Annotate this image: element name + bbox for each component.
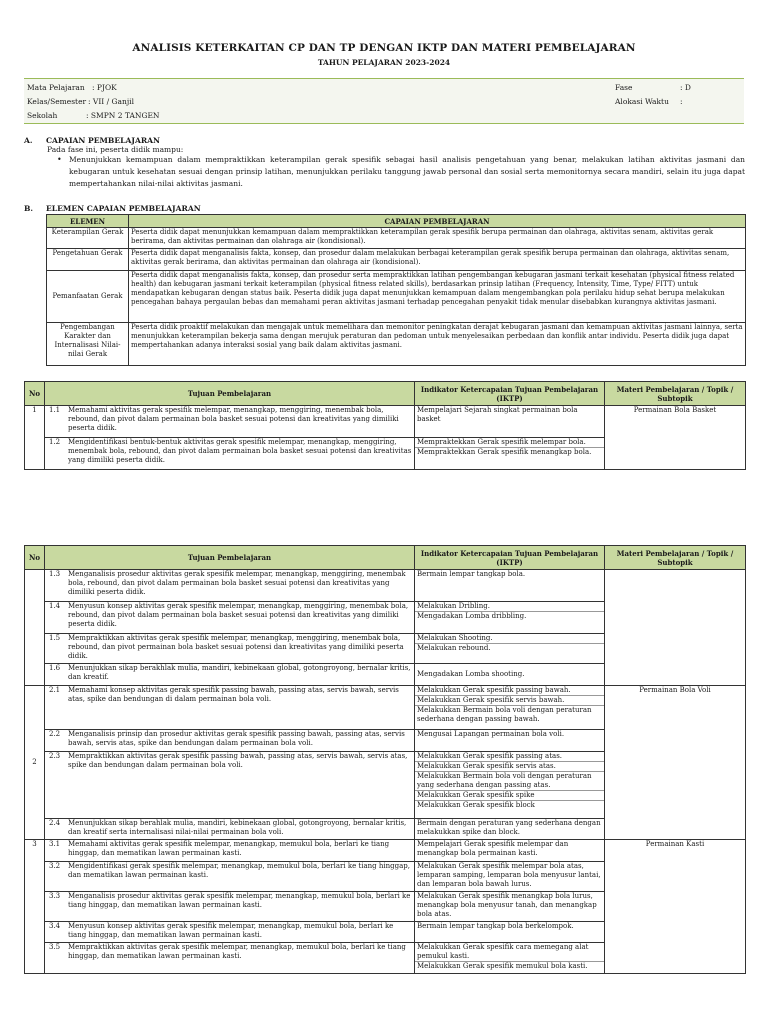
tp-text: Mempraktikkan aktivitas gerak spesifik passing bawah, passing atas, servis bawah, servis atas, spike dan bendungan dalam permainan bola voli.: [68, 752, 408, 769]
iktp-cell: [415, 602, 605, 634]
elemen-row: [47, 271, 746, 323]
tp-text: Memahami aktivitas gerak spesifik melempar, menangkap, memukul bola, berlari ke tiang hinggap, dan mematikan lawan permainan kasti.: [68, 840, 390, 857]
iktp-col-header: Indikator Ketercapaian Tujuan Pembelajaran (IKTP): [415, 546, 605, 570]
elemen-name: Pengetahuan Gerak: [47, 249, 129, 271]
elemen-name: Pemanfaatan Gerak: [47, 271, 129, 323]
tp-text: Menunjukkan sikap berakhlak mulia, mandiri, kebinekaan global, gotongroyong, bernalar kritis, dan kreatif.: [68, 664, 411, 681]
elemen-row: [47, 249, 746, 271]
iktp-item: Melakukkan Gerak spesifik cara memegang alat pemukul kasti.: [415, 943, 604, 962]
tp-table-2: [24, 545, 746, 974]
tujuan-col-header: Tujuan Pembelajaran: [45, 546, 415, 570]
materi-cell: [605, 570, 746, 686]
iktp-item: Melakukkan Gerak spesifik memukul bola kasti.: [417, 962, 588, 970]
tp-text: Mempraktikkan aktivitas gerak spesifik melempar, menangkap, memukul bola, berlari ke tiang hinggap, dan mematikan lawan permainan kasti.: [68, 943, 406, 960]
tp-number: 2.4: [49, 819, 61, 827]
tp-cell: [47, 438, 412, 465]
tp-text: Menganalisis prinsip dan prosedur aktivitas gerak spesifik passing bawah, passing atas, servis bawah, servis atas, spike dan bendungan dalam permainan bola voli.: [68, 730, 405, 747]
tp-number: 2.1: [49, 686, 61, 694]
tp-cell: [47, 840, 412, 858]
tp-cell: [47, 943, 412, 961]
iktp-col-header: Indikator Ketercapaian Tujuan Pembelajaran (IKTP): [415, 382, 605, 406]
tp-number: 1.2: [49, 438, 61, 446]
tp-text: Menganalisis prosedur aktivitas gerak spesifik melempar, menangkap, memukul bola, berlari ke tiang hinggap, dan mematikan lawan permainan kasti.: [68, 892, 411, 909]
elemen-name: Pengembangan Karakter dan Internalisasi Nilai-nilai Gerak: [47, 323, 129, 366]
tp-cell: [47, 406, 412, 433]
iktp-item: Mengadakan Lomba dribbling.: [417, 612, 527, 620]
section-a-letter: A.: [24, 136, 33, 145]
materi-cell: Permainan Bola Basket: [605, 406, 746, 470]
fase-value: : D: [680, 83, 691, 92]
elemen-capaian: Peserta didik dapat menganalisis fakta, konsep, dan prosedur dalam melakukan berbagai keterampilan gerak spesifik berupa permainan dan olahraga, aktivitas senam, aktivitas gerak berirama, dan aktivitas permainan dan olahraga air (kondisional).: [129, 249, 746, 271]
iktp-cell: Melakukan Gerak spesifik melempar bola atas, lemparan samping, lemparan bola menyusur lantai, dan lemparan bola bawah lurus.: [415, 862, 605, 892]
iktp-cell: [415, 634, 605, 664]
iktp-cell: Bermain lempar tangkap bola berkelompok.: [415, 922, 605, 943]
iktp-cell: [415, 943, 605, 974]
iktp-item: Melakukan Shooting.: [415, 634, 604, 644]
materi-cell: Permainan Bola Voli: [605, 686, 746, 840]
iktp-cell: Mengadakan Lomba shooting.: [415, 664, 605, 686]
tp-number: 3.2: [49, 862, 61, 870]
iktp-cell: Bermain dengan peraturan yang sederhana dengan melakukkan spike dan block.: [415, 819, 605, 840]
no-col-header: No: [25, 546, 45, 570]
tp-cell: [47, 752, 412, 770]
tp-number: 2.3: [49, 752, 61, 760]
tujuan-col-header: Tujuan Pembelajaran: [45, 382, 415, 406]
fase-label: Fase: [615, 83, 633, 92]
tp-number: 2.2: [49, 730, 61, 738]
section-b-letter: B.: [24, 204, 34, 213]
iktp-item: Melakukkan Gerak spesifik block: [417, 801, 535, 809]
tp-number: 1.1: [49, 406, 61, 414]
iktp-item: Melakukkan Gerak spesifik servis bawah.: [415, 696, 604, 706]
tp-cell: [47, 664, 412, 682]
tp-cell: [47, 862, 412, 880]
elemen-capaian: Peserta didik proaktif melakukan dan mengajak untuk memelihara dan memonitor peningkatan derajat kebugaran jasmani dan kemampuan aktivitas jasmani lainnya, serta menunjukkan keterampilan bekerja sama dengan merujuk peraturan dan pedoman untuk menyelesaikan perbedaan dan konflik antar individu. Peserta didik juga dapat mempertahankan adanya interaksi sosial yang baik dalam aktivitas jasmani.: [129, 323, 746, 366]
tp-cell: [47, 892, 412, 910]
tp-row: [25, 406, 746, 438]
iktp-item: Melakukan rebound.: [417, 644, 491, 652]
tp-cell: [47, 819, 412, 837]
row-number: 3: [25, 840, 45, 974]
tp-row: [25, 570, 746, 602]
iktp-item: Melakukkan Gerak spesifik passing bawah.: [415, 686, 604, 696]
tp-cell: [47, 686, 412, 704]
sekolah-label: Sekolah: [27, 111, 58, 120]
tp-number: 1.3: [49, 570, 61, 578]
iktp-cell: [415, 438, 605, 470]
tp-number: 1.4: [49, 602, 61, 610]
tp-header-row: [25, 546, 746, 570]
iktp-cell: [415, 686, 605, 730]
iktp-cell: Melakukan Gerak spesifik menangkap bola lurus, menangkap bola menyusur tanah, dan menangkap bola atas.: [415, 892, 605, 922]
iktp-cell: Mempelajari Gerak spesifik melempar dan menangkap bola permainan kasti.: [415, 840, 605, 862]
tp-number: 3.3: [49, 892, 61, 900]
iktp-item: Melakukkan Gerak spesifik servis atas.: [415, 762, 604, 772]
mapel-value: : PJOK: [92, 83, 117, 92]
tp-row: [25, 840, 746, 862]
elemen-name: Keterampilan Gerak: [47, 228, 129, 249]
document-title: ANALISIS KETERKAITAN CP DAN TP DENGAN IKTP DAN MATERI PEMBELAJARAN: [132, 42, 636, 54]
elemen-col-header: ELEMEN: [47, 215, 129, 228]
materi-col-header: Materi Pembelajaran / Topik / Subtopik: [605, 382, 746, 406]
tp-cell: [47, 570, 412, 597]
alokasi-value: :: [680, 97, 683, 106]
elemen-table: [46, 214, 746, 366]
materi-col-header: Materi Pembelajaran / Topik / Subtopik: [605, 546, 746, 570]
section-a-intro: Pada fase ini, peserta didik mampu:: [47, 145, 184, 154]
elemen-row: [47, 323, 746, 366]
elemen-capaian: Peserta didik dapat menganalisis fakta, konsep, dan prosedur serta mempraktikkan latihan pengembangan kebugaran jasmani terkait kesehatan (physical fitness related health) dan kebugaran jasmani terkait keterampilan (physical fitness related skills), berdasarkan prinsip latihan (Frequency, Intensity, Time, Type/ FITT) untuk mendapatkan kebugaran dengan status baik. Peserta didik juga dapat menunjukkan kemampuan dalam mengembangkan pola perilaku hidup sehat berupa melakukan pencegahan bahaya pergaulan bebas dan memahami peran aktivitas jasmani terhadap pencegahan penyakit tidak menular disebabkan kurangnya aktivitas jasmani.: [129, 271, 746, 323]
elemen-capaian: Peserta didik dapat menunjukkan kemampuan dalam mempraktikkan keterampilan gerak spesifik berupa permainan dan olahraga, aktivitas senam, aktivitas gerak berirama, dan aktivitas permainan dan olahraga air (kondisional).: [129, 228, 746, 249]
elemen-row: [47, 228, 746, 249]
tp-number: 1.5: [49, 634, 61, 642]
tp-row: [25, 686, 746, 730]
tp-number: 3.4: [49, 922, 61, 930]
iktp-item: Melakukkan Gerak spesifik passing atas.: [415, 752, 604, 762]
tp-cell: [47, 922, 412, 940]
tp-text: Menganalisis prosedur aktivitas gerak spesifik melempar, menangkap, menggiring, menembak bola, rebound, dan pivot dalam permainan bola basket sesuai potensi dan kreativitas yang dimiliki peserta didik.: [68, 570, 406, 596]
tp-number: 3.5: [49, 943, 61, 951]
tp-cell: [47, 730, 412, 748]
tp-header-row: [25, 382, 746, 406]
section-a-text: Menunjukkan kemampuan dalam mempraktikkan keterampilan gerak spesifik sebagai hasil analisis pengetahuan yang benar, melakukan latihan aktivitas jasmani dan kebugaran untuk kesehatan sesuai dengan prinsip latihan, menunjukkan perilaku tanggung jawab personal dan sosial serta memonitornya secara mandiri, selain itu juga dapat mempertahankan nilai-nilai aktivitas jasmani.: [69, 155, 745, 189]
kelas-label: Kelas/Semester: [27, 97, 87, 106]
tp-text: Menyusun konsep aktivitas gerak spesifik melempar, menangkap, memukul bola, berlari ke tiang hinggap, dan mematikan lawan permainan kasti.: [68, 922, 394, 939]
tp-table-1: [24, 381, 746, 470]
row-number: 1: [25, 406, 45, 470]
tp-text: Mengidentifikasi gerak spesifik melempar, menangkap, memukul bola, berlari ke tiang hinggap, dan mematikan lawan permainan kasti.: [68, 862, 410, 879]
iktp-item: Mempraktekkan Gerak spesifik melempar bola.: [415, 438, 604, 448]
tp-number: 3.1: [49, 840, 61, 848]
iktp-cell: [415, 752, 605, 819]
tp-text: Mempraktikkan aktivitas gerak spesifik melempar, menangkap, menggiring, menembak bola, rebound, dan pivot permainan bola basket sesuai potensi dan kreativitas yang dimiliki peserta didik.: [68, 634, 404, 660]
identity-block: [24, 78, 744, 124]
tp-text: Mengidentifikasi bentuk-bentuk aktivitas gerak spesifik melempar, menangkap, menggiring, menembak bola, rebound, dan pivot dalam permainan bola basket sesuai potensi dan kreativitas yang dimiliki peserta didik.: [68, 438, 412, 464]
materi-cell: Permainan Kasti: [605, 840, 746, 974]
iktp-item: Melakukkan Bermain bola voli dengan peraturan sederhana dengan passing bawah.: [417, 706, 592, 723]
iktp-item: Melakukkan Gerak spesifik spike: [415, 791, 604, 801]
kelas-value: : VII / Ganjil: [88, 97, 134, 106]
no-col-header: No: [25, 382, 45, 406]
tp-number: 1.6: [49, 664, 61, 672]
alokasi-label: Alokasi Waktu: [615, 97, 669, 106]
sekolah-value: : SMPN 2 TANGEN: [86, 111, 160, 120]
tp-cell: [47, 634, 412, 661]
capaian-col-header: CAPAIAN PEMBELAJARAN: [129, 215, 746, 228]
iktp-item: Melakukkan Bermain bola voli dengan peraturan yang sederhana dengan passing atas.: [415, 772, 604, 791]
iktp-item: Melakukan Dribling.: [415, 602, 604, 612]
tp-text: Memahami konsep aktivitas gerak spesifik passing bawah, passing atas, servis bawah, servis atas, spike dan bendungan di dalam permainan bola voli.: [68, 686, 399, 703]
elemen-header-row: [47, 215, 746, 228]
iktp-cell: Bermain lempar tangkap bola.: [415, 570, 605, 602]
section-a-title: CAPAIAN PEMBELAJARAN: [46, 136, 160, 145]
bullet-icon: •: [57, 155, 62, 164]
row-number: [25, 570, 45, 686]
iktp-cell: Mengusai Lapangan permainan bola voli.: [415, 730, 605, 752]
section-b-title: ELEMEN CAPAIAN PEMBELAJARAN: [46, 204, 201, 213]
mapel-label: Mata Pelajaran: [27, 83, 85, 92]
iktp-item: Mempraktekkan Gerak spesifik menangkap bola.: [417, 448, 592, 456]
document-subtitle: TAHUN PELAJARAN 2023-2024: [317, 58, 451, 67]
tp-cell: [47, 602, 412, 629]
iktp-cell: Mempelajari Sejarah singkat permainan bola basket: [415, 406, 605, 438]
tp-text: Menunjukkan sikap berahlak mulia, mandiri, kebinekaan global, gotongroyong, bernalar kritis, dan kreatif serta internalisasi nilai-nilai permainan bola voli.: [68, 819, 407, 836]
tp-text: Menyusun konsep aktivitas gerak spesifik melempar, menangkap, menggiring, menembak bola, rebound, dan pivot dalam permainan bola basket sesuai potensi dan kreativitas yang dimiliki peserta didik.: [68, 602, 409, 628]
tp-text: Memahami aktivitas gerak spesifik melempar, menangkap, menggiring, menembak bola, rebound, dan pivot dalam permainan bola basket sesuai potensi dan kreativitas yang dimiliki peserta didik.: [68, 406, 399, 432]
row-number: 2: [25, 686, 45, 840]
